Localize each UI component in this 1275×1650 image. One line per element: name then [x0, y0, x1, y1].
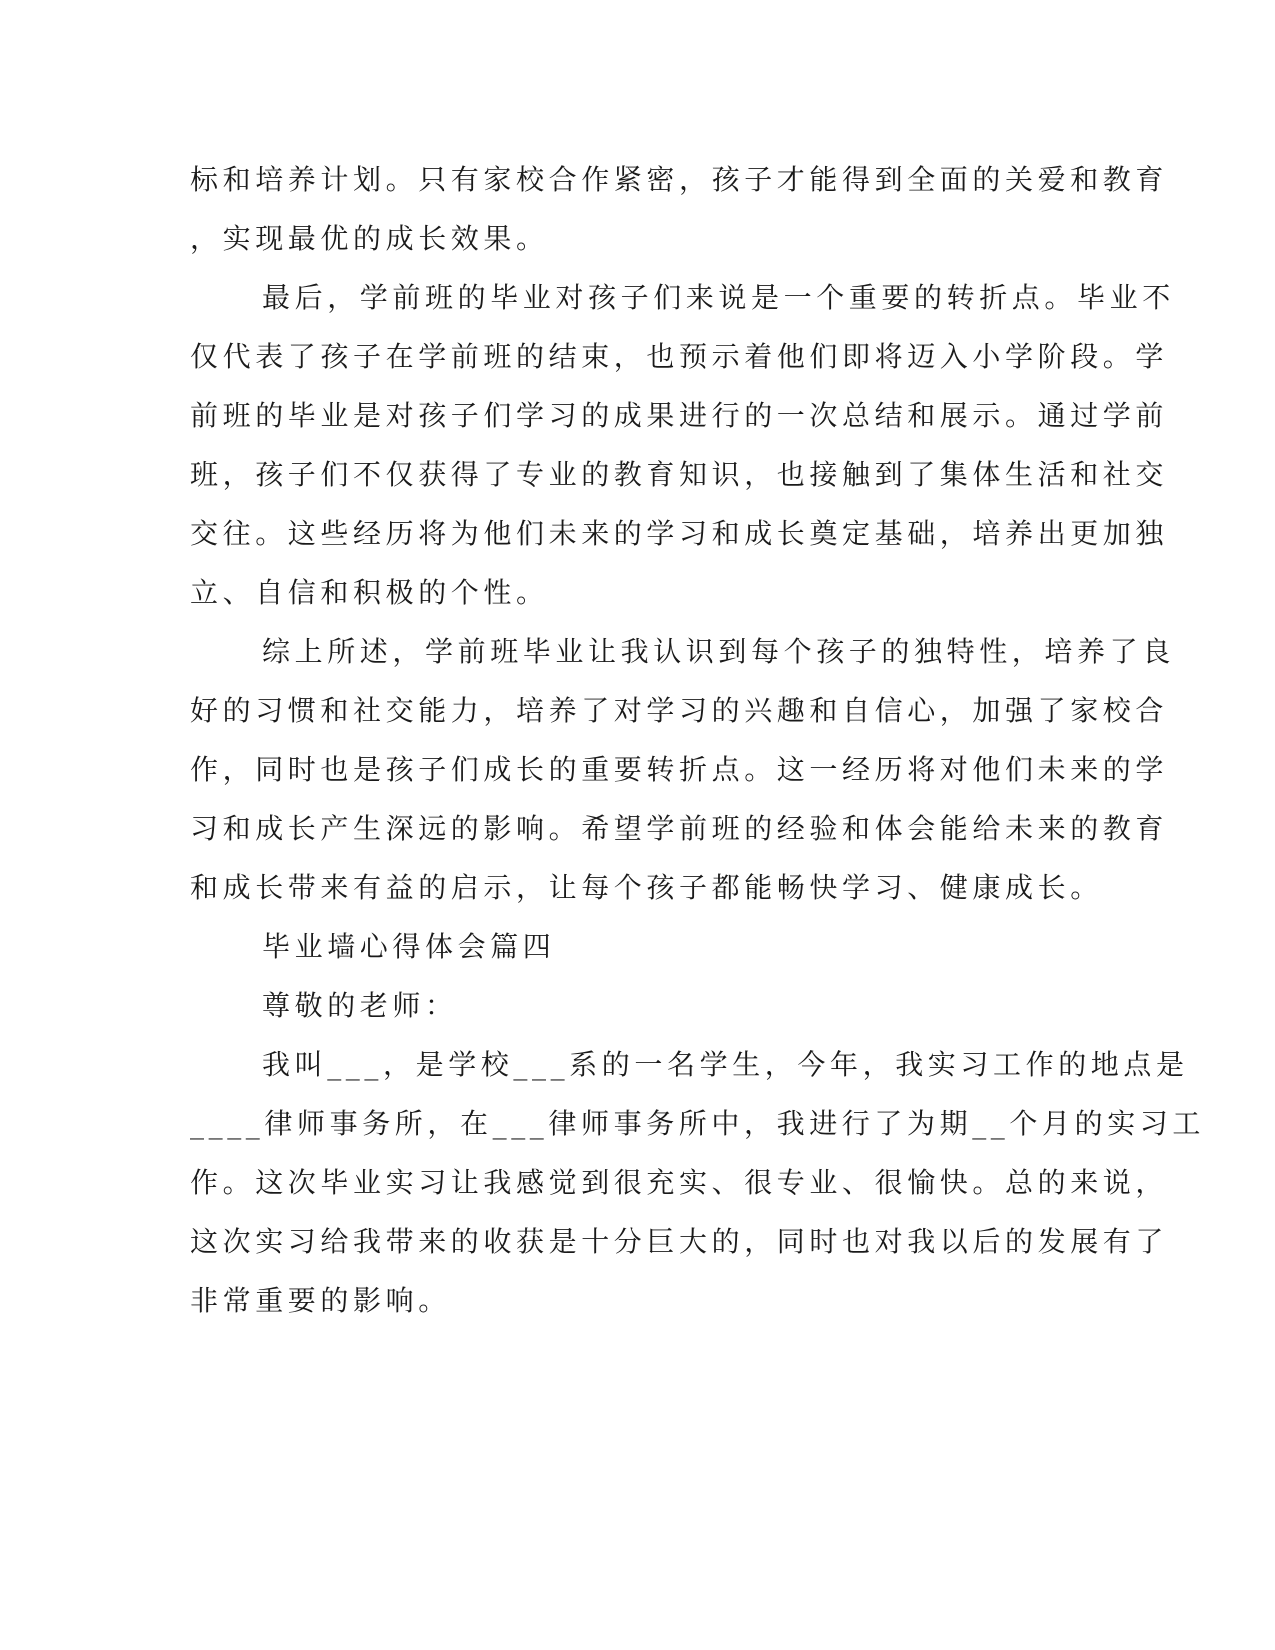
text-line: 标和培养计划。只有家校合作紧密，孩子才能得到全面的关爱和教育 — [190, 163, 1169, 196]
text-line: 这次实习给我带来的收获是十分巨大的，同时也对我以后的发展有了 — [190, 1225, 1169, 1258]
text-line: 前班的毕业是对孩子们学习的成果进行的一次总结和展示。通过学前 — [190, 399, 1169, 432]
section-heading: 毕业墙心得体会篇四 — [262, 930, 556, 963]
text-line: 作。这次毕业实习让我感觉到很充实、很专业、很愉快。总的来说， — [190, 1166, 1169, 1199]
paragraph-start-line: 最后，学前班的毕业对孩子们来说是一个重要的转折点。毕业不 — [262, 281, 1175, 314]
text-line: 仅代表了孩子在学前班的结束，也预示着他们即将迈入小学阶段。学 — [190, 340, 1169, 373]
text-line: 习和成长产生深远的影响。希望学前班的经验和体会能给未来的教育 — [190, 812, 1169, 845]
text-line: 班，孩子们不仅获得了专业的教育知识，也接触到了集体生活和社交 — [190, 458, 1169, 491]
text-line: 好的习惯和社交能力，培养了对学习的兴趣和自信心，加强了家校合 — [190, 694, 1169, 727]
text-line: ，实现最优的成长效果。 — [190, 222, 549, 255]
paragraph-start-line: 综上所述，学前班毕业让我认识到每个孩子的独特性，培养了良 — [262, 635, 1175, 668]
text-line: 交往。这些经历将为他们未来的学习和成长奠定基础，培养出更加独 — [190, 517, 1169, 550]
text-line: 立、自信和积极的个性。 — [190, 576, 549, 609]
text-line: 非常重要的影响。 — [190, 1284, 451, 1317]
salutation: 尊敬的老师： — [262, 989, 458, 1022]
text-line: 和成长带来有益的启示，让每个孩子都能畅快学习、健康成长。 — [190, 871, 1103, 904]
text-line: ____律师事务所，在___律师事务所中，我进行了为期__个月的实习工 — [190, 1107, 1206, 1140]
paragraph-start-line: 我叫___，是学校___系的一名学生，今年，我实习工作的地点是 — [262, 1048, 1189, 1081]
text-line: 作，同时也是孩子们成长的重要转折点。这一经历将对他们未来的学 — [190, 753, 1169, 786]
